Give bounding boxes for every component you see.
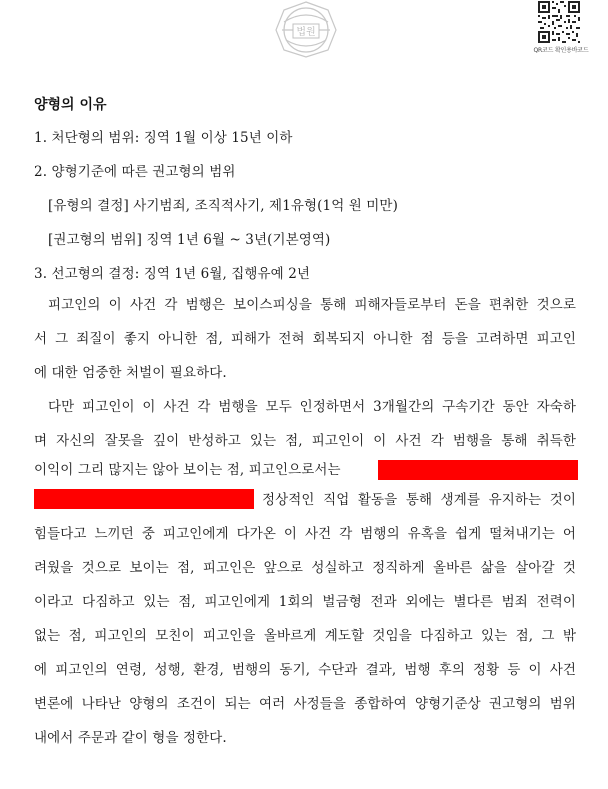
section-title: 양형의 이유 [34,97,107,113]
para1-line3: 에 대한 엄중한 처벌이 필요하다. [34,365,227,381]
para2-line5: 힘들다고 느끼던 중 피고인에게 다가온 이 사건 각 범행의 유혹을 쉽게 떨쳐내기는 어 [34,526,576,542]
item-sentencing-range: 1. 처단형의 범위: 징역 1월 이상 15년 이하 [34,130,293,146]
para2-line7: 이라고 다짐하고 있는 점, 피고인에게 1회의 벌금형 전과 외에는 별다른 범죄 전력이 [34,594,576,610]
para2-line8: 없는 점, 피고인의 모친이 피고인을 올바르게 계도할 것임을 다짐하고 있는 점, 그 밖 [34,628,576,644]
para2-line6: 려웠을 것으로 보이는 점, 피고인은 앞으로 성실하고 정직하게 올바른 삶을 살아갈 것 [34,560,576,576]
item-recommended-range: [권고형의 범위] 징역 1년 6월 ~ 3년(기본영역) [48,232,331,248]
redaction-block [378,460,578,480]
para2-line10: 변론에 나타난 양형의 조건이 되는 여러 사정들을 종합하여 양형기준상 권고형의 범위 [34,696,576,712]
para2-line11: 내에서 주문과 같이 형을 정한다. [34,730,227,746]
para2-line4: 정상적인 직업 활동을 통해 생계를 유지하는 것이 [262,492,576,508]
para1-line1: 피고인의 이 사건 각 범행은 보이스피싱을 통해 피해자들로부터 돈을 편취한 것으로 [48,297,576,313]
qr-code-icon [537,0,581,44]
seal-text: 법원 [296,27,316,38]
para1-line2: 서 그 죄질이 좋지 아니한 점, 피해가 전혀 회복되지 아니한 점 등을 고려하면 피고인 [34,331,576,347]
item-sentence-decision: 3. 선고형의 결정: 징역 1년 6월, 집행유예 2년 [34,266,311,282]
para2-line2: 며 자신의 잘못을 깊이 반성하고 있는 점, 피고인이 이 사건 각 범행을 통해 취득한 [34,433,576,449]
court-seal-icon [272,0,340,58]
item-type-determination: [유형의 결정] 사기범죄, 조직적사기, 제1유형(1억 원 미만) [48,198,398,214]
para2-line1: 다만 피고인이 이 사건 각 범행을 모두 인정하면서 3개월간의 구속기간 동안 자숙하 [48,399,576,415]
qr-caption: QR코드 확인용바코드 [533,47,589,54]
item-guideline-range: 2. 양형기준에 따른 권고형의 범위 [34,164,236,180]
para2-line9: 에 피고인의 연령, 성행, 환경, 범행의 동기, 수단과 결과, 범행 후의 정황 등 이 사건 [34,662,576,678]
para2-line3: 이익이 그리 많지는 않아 보이는 점, 피고인으로서는 [34,462,341,478]
redaction-block [34,489,254,509]
